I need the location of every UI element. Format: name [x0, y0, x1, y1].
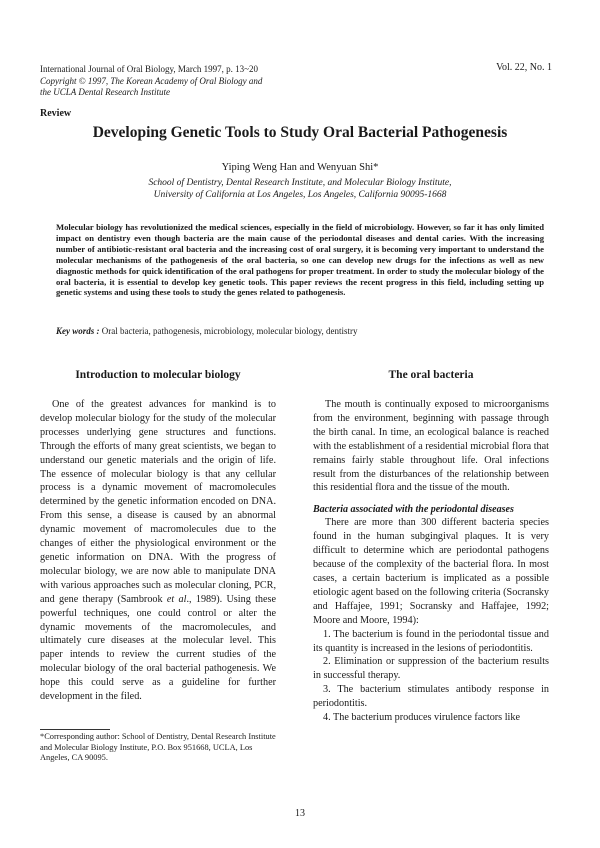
journal-line-2: Copyright © 1997, The Korean Academy of Oral Biology and [40, 75, 263, 86]
periodontal-paragraph: There are more than 300 different bacteria species found in the human subgingival plaques. It is very difficult to determine which are periodontal pathogens because of the complexity of the bacterial flora. In most cases, a certain bacterium is implicated as a possible etiologic agent based on the following criteria (Socransky and Haffajee, 1991; Socransky and Haffajee, 1992; Moore and Moore, 1994): [313, 517, 549, 626]
intro-et-al: et al [166, 593, 187, 605]
affiliation-line-2: University of California at Los Angeles, Los Angeles, California 90095-1668 [153, 190, 447, 200]
list-item: 4. The bacterium produces virulence factors like [323, 712, 520, 724]
journal-line-3: the UCLA Dental Research Institute [40, 87, 170, 97]
volume-number: Vol. 22, No. 1 [496, 62, 552, 73]
criteria-list [313, 628, 549, 725]
keywords-text: Oral bacteria, pathogenesis, microbiology, molecular biology, dentistry [101, 326, 358, 336]
keywords [56, 326, 556, 336]
keywords-label: Key words : [56, 326, 100, 336]
right-column [313, 368, 549, 725]
authors: Yiping Weng Han and Wenyuan Shi* [221, 162, 379, 173]
section-heading-intro: Introduction to molecular biology [75, 369, 241, 381]
paper-title: Developing Genetic Tools to Study Oral Bacterial Pathogenesis [92, 124, 508, 141]
page-number: 13 [295, 808, 305, 819]
affiliation [0, 177, 600, 201]
intro-text-b: ., 1989). Using these powerful techniques, one could control or alter the dynamic movements of the macromolecules, and ultimately cure diseases at the molecular level. This paper intends to review the current studies of the molecular biology of the oral bacterial pathogenesis. We hope this could serve as a guideline for further development in the filed. [40, 593, 276, 703]
list-item: 2. Elimination or suppression of the bacterium results in successful therapy. [313, 656, 549, 682]
left-column [40, 368, 276, 704]
footnote-rule [40, 729, 110, 730]
intro-paragraph [40, 398, 276, 704]
list-item: 1. The bacterium is found in the periodontal tissue and its quantity is increased in the lesions of periodontitis. [313, 628, 549, 654]
journal-citation [40, 64, 370, 99]
corresponding-author-footnote: *Corresponding author: School of Dentistry, Dental Research Institute and Molecular Biology Institute, P.O. Box 951668, UCLA, Los Angeles, CA 90095. [40, 732, 276, 762]
section-label: Review [40, 108, 72, 119]
abstract: Molecular biology has revolutionized the medical sciences, especially in the field of microbiology. However, so far it has only limited impact on dentistry even though bacteria are the main cause of the periodontal diseases and dental caries. With the increasing number of antibiotic-resistant oral bacteria and the increasing cost of oral surgery, it is becoming very important to understand the molecular mechanisms of the pathogenesis of the oral bacteria, so one can develop new drugs for the infections as well as new diagnostic methods for quick identification of the oral pathogens for proper treatment. In order to study the molecular biology of the oral bacteria, it is essential to develop key genetic tools. This paper reviews the recent progress in this field, including setting up genetic systems and using these tools to study the genes related to pathogenesis. [56, 222, 544, 298]
oral-bacteria-paragraph: The mouth is continually exposed to microorganisms from the environment, beginning with passage through the birth canal. In time, an ecological balance is reached with the establishment of a residential microbial flora that remains fairly stable throughout life. Oral infections result from the disturbances of the relationship between this residential flora and the tissue of the mouth. [313, 399, 549, 494]
intro-text-a: One of the greatest advances for mankind is to develop molecular biology for the study of the molecular processes underlying gene structures and functions. Through the efforts of many great scientists, we began to understand our genetic materials and the origin of life. The essence of molecular biology is that any cellular process is a dynamic movement of macromolecules determined by the genetic information encoded on DNA. From this sense, a disease is caused by an abnormal dynamic movement of macromolecules due to the changes of either the physiological environment or the genetic information on DNA. With the progress of molecular biology, we are now able to manipulate DNA with various approaches such as molecular cloning, PCR, and gene therapy (Sambrook [40, 399, 276, 605]
affiliation-line-1: School of Dentistry, Dental Research Institute, and Molecular Biology Institute, [148, 178, 452, 188]
subheading-periodontal: Bacteria associated with the periodontal diseases [313, 504, 514, 516]
journal-line-1: International Journal of Oral Biology, March 1997, p. 13~20 [40, 64, 258, 74]
list-item: 3. The bacterium stimulates antibody response in periodontitis. [313, 684, 549, 710]
section-heading-oral-bacteria: The oral bacteria [388, 369, 474, 381]
